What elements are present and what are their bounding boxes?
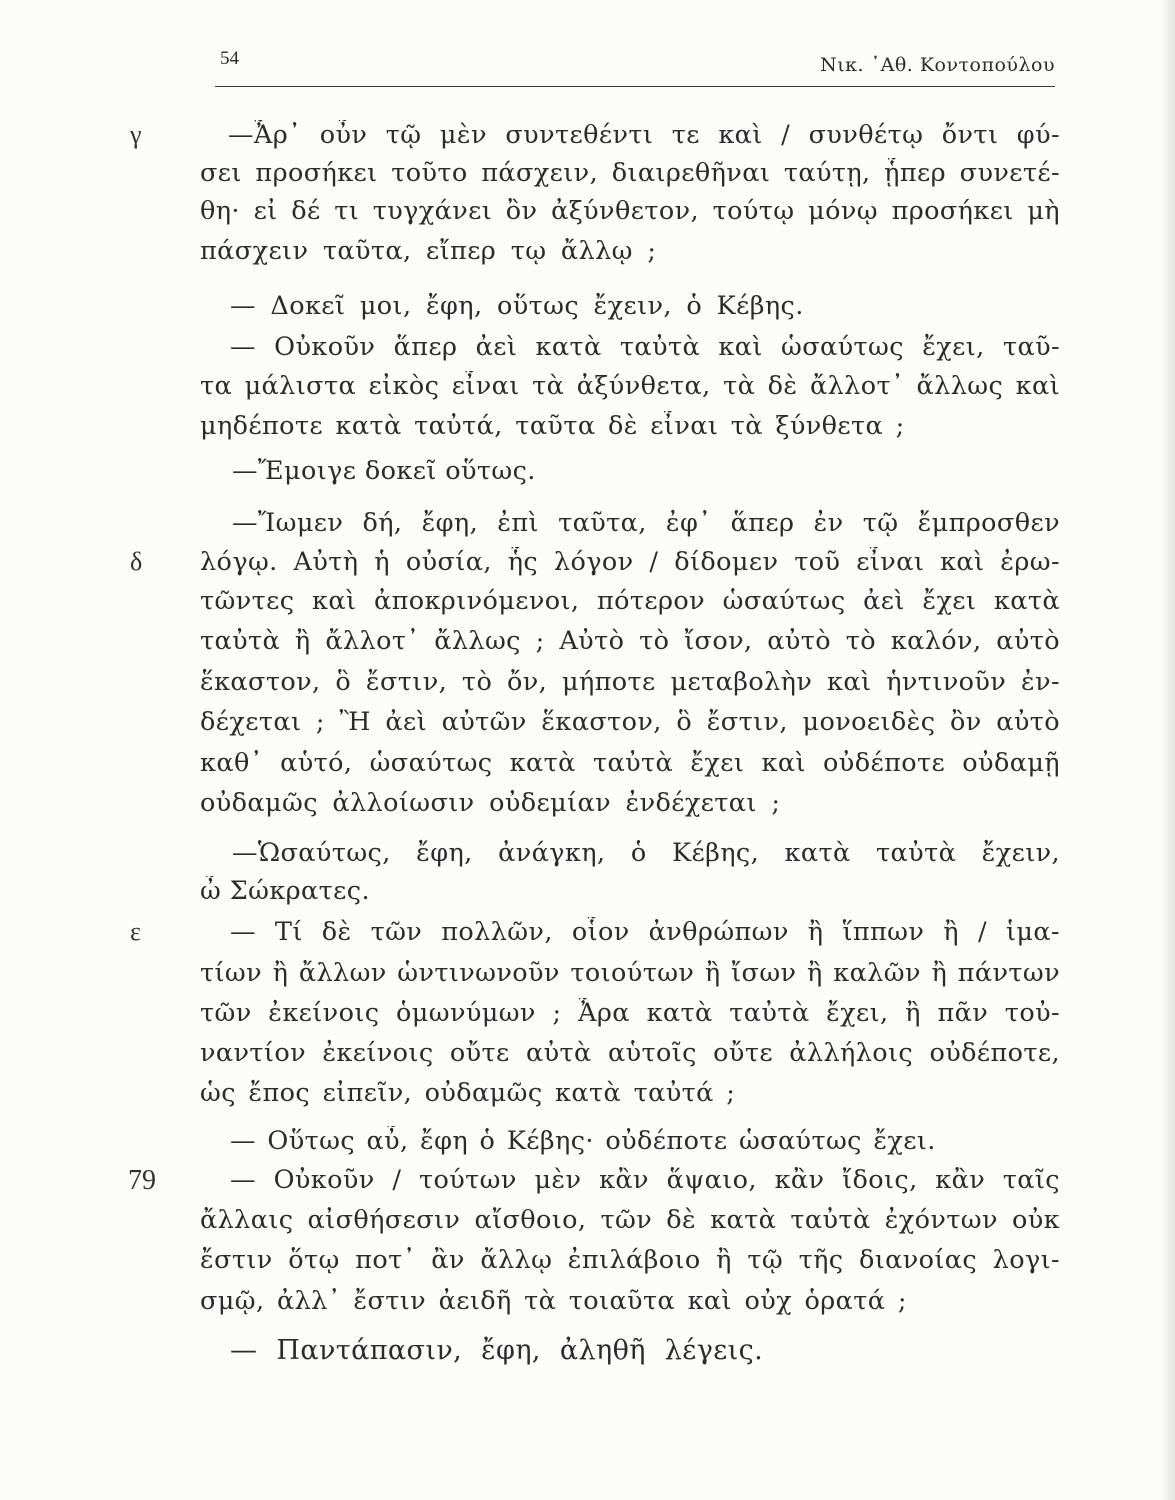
text-line: τῶν ἐκείνοις ὁμωνύμων ; Ἆρα κατὰ ταὐτὰ ἔχει, ἢ πᾶν τοὐ- <box>200 998 1060 1028</box>
text-line: —Ἔμοιγε δοκεῖ οὕτως. <box>232 456 536 486</box>
running-head: Νικ. ᾿Αθ. Κοντοπούλου <box>820 54 1055 76</box>
text-line: ἔστιν ὅτῳ ποτ᾿ ἂν ἄλλῳ ἐπιλάβοιο ἢ τῷ τῆς διανοίας λογι- <box>200 1245 1060 1275</box>
text-line: δέχεται ; Ἢ ἀεὶ αὐτῶν ἕκαστον, ὃ ἔστιν, μονοειδὲς ὂν αὐτὸ <box>200 707 1060 737</box>
page-number: 54 <box>220 48 239 69</box>
text-line: ὦ Σώκρατες. <box>200 876 370 906</box>
text-line: — Οὐκοῦν / τούτων μὲν κἂν ἅψαιο, κἂν ἴδοις, κἂν ταῖς <box>230 1165 1060 1195</box>
text-line: πάσχειν ταῦτα, εἴπερ τῳ ἄλλῳ ; <box>200 236 657 266</box>
text-line: οὐδαμῶς ἀλλοίωσιν οὐδεμίαν ἐνδέχεται ; <box>200 788 781 818</box>
margin-mark-epsilon: ε <box>130 917 141 946</box>
text-line: σει προσήκει τοῦτο πάσχειν, διαιρεθῆναι ταύτῃ, ᾗπερ συνετέ- <box>200 158 1060 188</box>
text-line: σμῷ, ἀλλ᾿ ἔστιν ἀειδῆ τὰ τοιαῦτα καὶ οὐχ ὁρατά ; <box>200 1286 907 1316</box>
text-line: —Ὡσαύτως, ἔφη, ἀνάγκη, ὁ Κέβης, κατὰ ταὐτὰ ἔχειν, <box>232 838 1060 868</box>
margin-mark-79: 79 <box>128 1165 156 1196</box>
text-line: —Ἆρ᾿ οὖν τῷ μὲν συντεθέντι τε καὶ / συνθέτῳ ὄντι φύ- <box>228 120 1060 150</box>
text-line: ὡς ἔπος εἰπεῖν, οὐδαμῶς κατὰ ταὐτά ; <box>200 1078 736 1108</box>
page-edge-shadow <box>1161 0 1175 1500</box>
text-line: —Ἴωμεν δή, ἔφη, ἐπὶ ταῦτα, ἐφ᾿ ἅπερ ἐν τῷ ἔμπροσθεν <box>232 508 1060 538</box>
margin-mark-delta: δ <box>130 547 143 576</box>
page-header <box>215 40 1055 87</box>
text-line: — Τί δὲ τῶν πολλῶν, οἷον ἀνθρώπων ἢ ἵππων ἢ / ἱμα- <box>230 917 1060 947</box>
text-line: — Παντάπασιν, ἔφη, ἀληθῆ λέγεις. <box>230 1336 764 1366</box>
text-line: τῶντες καὶ ἀποκρινόμενοι, πότερον ὡσαύτως ἀεὶ ἔχει κατὰ <box>200 586 1060 616</box>
text-line: — Οὕτως αὖ, ἔφη ὁ Κέβης· οὐδέποτε ὡσαύτως ἔχει. <box>230 1126 936 1156</box>
text-line: — Οὐκοῦν ἅπερ ἀεὶ κατὰ ταὐτὰ καὶ ὡσαύτως ἔχει, ταῦ- <box>230 332 1060 362</box>
text-line: ἕκαστον, ὃ ἔστιν, τὸ ὄν, μήποτε μεταβολὴν καὶ ἡντινοῦν ἐν- <box>200 667 1060 697</box>
margin-mark-gamma: γ <box>130 120 142 149</box>
text-line: λόγῳ. Αὐτὴ ἡ οὐσία, ἧς λόγον / δίδομεν τοῦ εἶναι καὶ ἐρω- <box>200 547 1060 577</box>
text-line: ταὐτὰ ἢ ἄλλοτ᾿ ἄλλως ; Αὐτὸ τὸ ἴσον, αὐτὸ τὸ καλόν, αὐτὸ <box>200 626 1060 656</box>
text-line: τίων ἢ ἄλλων ὡντινωνοῦν τοιούτων ἢ ἴσων ἢ καλῶν ἢ πάντων <box>200 958 1060 988</box>
text-line: μηδέποτε κατὰ ταὐτά, ταῦτα δὲ εἶναι τὰ ξύνθετα ; <box>200 411 905 441</box>
text-line: ἄλλαις αἰσθήσεσιν αἴσθοιο, τῶν δὲ κατὰ ταὐτὰ ἐχόντων οὐκ <box>200 1205 1060 1235</box>
text-line: τα μάλιστα εἰκὸς εἶναι τὰ ἀξύνθετα, τὰ δὲ ἄλλοτ᾿ ἄλλως καὶ <box>200 371 1060 401</box>
text-line: ναντίον ἐκείνοις οὔτε αὐτὰ αὑτοῖς οὔτε ἀλλήλοις οὐδέποτε, <box>200 1038 1060 1068</box>
text-line: θη· εἰ δέ τι τυγχάνει ὂν ἀξύνθετον, τούτῳ μόνῳ προσήκει μὴ <box>200 196 1060 226</box>
text-line: — Δοκεῖ μοι, ἔφη, οὕτως ἔχειν, ὁ Κέβης. <box>230 291 804 321</box>
text-line: καθ᾿ αὑτό, ὡσαύτως κατὰ ταὐτὰ ἔχει καὶ οὐδέποτε οὐδαμῇ <box>200 748 1060 778</box>
